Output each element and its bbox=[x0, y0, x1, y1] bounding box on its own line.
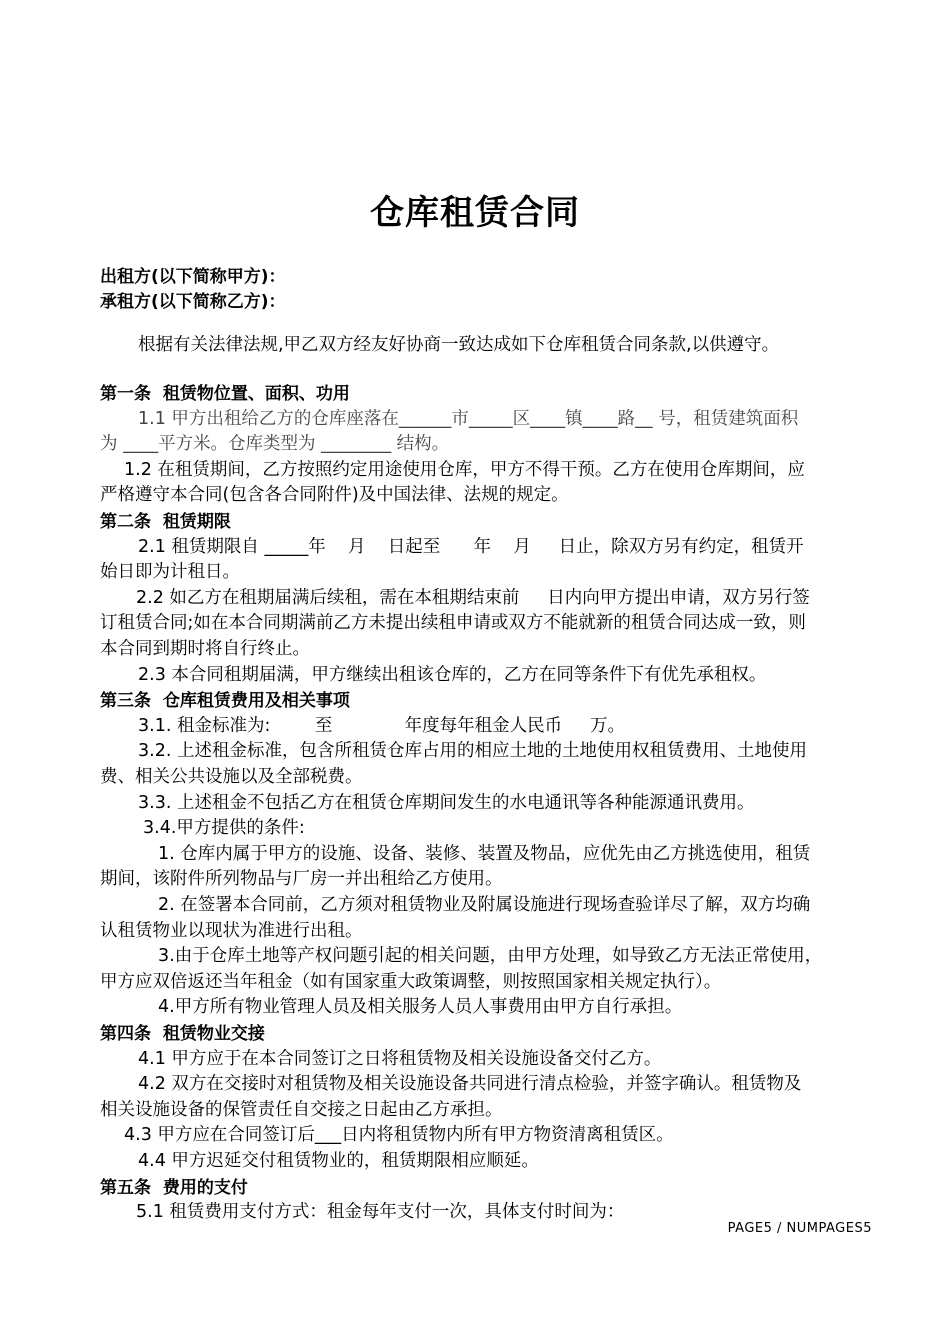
body-line: 甲方应双倍返还当年租金（如有国家重大政策调整，则按照国家相关规定执行）。 bbox=[100, 972, 722, 992]
lessee-label: 承租方(以下简称乙方)： bbox=[100, 292, 286, 312]
body-line: 认租赁物业以现状为准进行出租。 bbox=[100, 921, 363, 941]
body-line: 相关设施设备的保管责任自交接之日起由乙方承担。 bbox=[100, 1100, 503, 1120]
document-title: 仓库租赁合同 bbox=[370, 193, 580, 233]
body-line: 1. 仓库内属于甲方的设施、设备、装修、装置及物品，应优先由乙方挑选使用，租赁 bbox=[158, 844, 811, 864]
body-line: 费、相关公共设施以及全部税费。 bbox=[100, 767, 363, 787]
body-line: 5.1 租赁费用支付方式：租金每年支付一次，具体支付时间为： bbox=[136, 1202, 625, 1222]
section-heading: 第二条 租赁期限 bbox=[100, 512, 231, 532]
body-line: 1.1 甲方出租给乙方的仓库座落在______市_____区____镇____路__ 号，租赁建筑面积 bbox=[138, 409, 799, 429]
page-footer: PAGE5 / NUMPAGES5 bbox=[727, 1221, 872, 1236]
body-line: 3.2. 上述租金标准，包含所租赁仓库占用的相应土地的土地使用权租赁费用、土地使用 bbox=[138, 741, 807, 761]
body-line: 3.3. 上述租金不包括乙方在租赁仓库期间发生的水电通讯等各种能源通讯费用。 bbox=[138, 793, 755, 813]
body-line: 2.2 如乙方在租期届满后续租，需在本租期结束前 日内向甲方提出申请，双方另行签 bbox=[136, 588, 810, 608]
body-line: 期间，该附件所列物品与厂房一并出租给乙方使用。 bbox=[100, 869, 503, 889]
section-heading: 第一条 租赁物位置、面积、功用 bbox=[100, 384, 350, 404]
lessor-label: 出租方(以下简称甲方)： bbox=[100, 267, 286, 287]
body-line: 4.4 甲方迟延交付租赁物业的，租赁期限相应顺延。 bbox=[138, 1151, 539, 1171]
body-line: 严格遵守本合同(包含各合同附件)及中国法律、法规的规定。 bbox=[100, 485, 569, 505]
body-line: 4.1 甲方应于在本合同签订之日将租赁物及相关设施设备交付乙方。 bbox=[138, 1049, 662, 1069]
body-line: 2.3 本合同租期届满，甲方继续出租该仓库的，乙方在同等条件下有优先承租权。 bbox=[138, 665, 767, 685]
section-heading: 第四条 租赁物业交接 bbox=[100, 1024, 265, 1044]
body-line: 订租赁合同;如在本合同期满前乙方未提出续租申请或双方不能就新的租赁合同达成一致，则 bbox=[100, 613, 806, 633]
body-line: 1.2 在租赁期间，乙方按照约定用途使用仓库，甲方不得干预。乙方在使用仓库期间，应 bbox=[124, 460, 805, 480]
body-line: 4.3 甲方应在合同签订后___日内将租赁物内所有甲方物资清离租赁区。 bbox=[124, 1125, 674, 1145]
body-line: 3.1. 租金标准为: 至 年度每年租金人民币 万。 bbox=[138, 716, 625, 736]
body-line: 3.4.甲方提供的条件: bbox=[143, 818, 305, 838]
body-line: 2.1 租赁期限自 _____年 月 日起至 年 月 日止，除双方另有约定，租赁开 bbox=[138, 537, 804, 557]
section-heading: 第三条 仓库租赁费用及相关事项 bbox=[100, 691, 350, 711]
body-line: 为 ____平方米。仓库类型为 ________ 结构。 bbox=[100, 434, 450, 454]
body-line: 4.2 双方在交接时对租赁物及相关设施设备共同进行清点检验，并签字确认。租赁物及 bbox=[138, 1074, 802, 1094]
body-line: 2. 在签署本合同前，乙方须对租赁物业及附属设施进行现场查验详尽了解，双方均确 bbox=[158, 895, 811, 915]
intro-paragraph: 根据有关法律法规,甲乙双方经友好协商一致达成如下仓库租赁合同条款,以供遵守。 bbox=[138, 335, 780, 355]
body-line: 4.甲方所有物业管理人员及相关服务人员人事费用由甲方自行承担。 bbox=[158, 997, 683, 1017]
body-line: 始日即为计租日。 bbox=[100, 562, 240, 582]
body-line: 3.由于仓库土地等产权问题引起的相关问题，由甲方处理，如导致乙方无法正常使用， bbox=[158, 946, 823, 966]
section-heading: 第五条 费用的支付 bbox=[100, 1178, 248, 1198]
body-line: 本合同到期时将自行终止。 bbox=[100, 639, 310, 659]
